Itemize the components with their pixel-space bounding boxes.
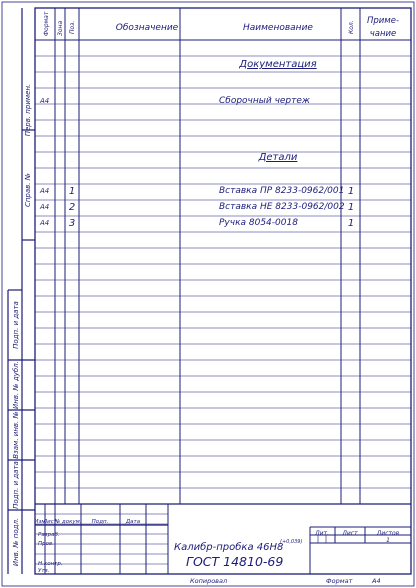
lit-label: Лит.: [315, 530, 329, 537]
row-format: А4: [40, 203, 50, 211]
format-label: Формат: [326, 577, 353, 585]
row-position: 2: [68, 202, 76, 213]
section-heading: Документация: [239, 59, 317, 70]
header-note-1: Приме-: [366, 16, 400, 26]
change-header: № докум.: [54, 519, 82, 525]
side-reference-no: Справ. №: [24, 172, 32, 208]
side-sign-date-1: Подп. и дата: [12, 301, 20, 349]
side-first-use: Перв. примен.: [24, 83, 32, 137]
side-duplicate-inv: Инв. № дубл.: [12, 361, 20, 409]
row-format: А4: [40, 187, 50, 195]
sheet-text: [12, 11, 400, 585]
standard-number: ГОСТ 14810-69: [186, 554, 284, 569]
side-original-inv: Инв. № подл.: [12, 517, 20, 567]
role-label: Н.контр.: [38, 561, 63, 567]
header-zone: Зона: [57, 20, 64, 36]
header-name: Наименование: [243, 23, 313, 33]
header-pos: Поз.: [69, 20, 76, 34]
section-heading: Детали: [258, 152, 298, 163]
copied-label: Копировал: [190, 577, 228, 585]
sheet-label: Лист: [342, 530, 358, 537]
header-designation: Обозначение: [115, 23, 179, 33]
change-header: Изм: [34, 519, 46, 525]
role-label: Утв.: [38, 568, 50, 574]
side-sign-date-2: Подп. и дата: [12, 461, 20, 509]
tolerance-upper: (+0,039): [280, 539, 303, 545]
row-position: 3: [68, 218, 76, 229]
outer-frame: [2, 2, 414, 586]
header-qty: Кол.: [348, 20, 355, 34]
sheets-value: 1: [386, 537, 390, 544]
format-value: А4: [372, 577, 381, 585]
row-name: Вставка НЕ 8233-0962/002: [219, 202, 345, 212]
sheets-label: Листов: [376, 530, 400, 537]
change-header: Лист: [43, 519, 57, 525]
row-format: А4: [40, 219, 50, 227]
change-header: Подп.: [91, 519, 109, 525]
inner-frame: [35, 8, 411, 574]
document-title: Калибр-пробка 46Н8: [174, 542, 284, 553]
change-header: Дата: [125, 519, 141, 525]
row-format: А4: [40, 97, 50, 105]
role-label: Разраб.: [38, 532, 60, 538]
row-name: Ручка 8054-0018: [219, 218, 298, 228]
header-note-2: чание: [369, 29, 397, 39]
row-name: Вставка ПР 8233-0962/001: [219, 186, 345, 196]
row-name: Сборочный чертеж: [219, 96, 311, 106]
frame-lines: [2, 2, 414, 586]
row-quantity: 1: [347, 186, 355, 197]
side-replace-inv: Взам. инв. №: [12, 411, 20, 459]
row-quantity: 1: [347, 202, 355, 213]
row-quantity: 1: [347, 218, 355, 229]
role-label: Пров.: [38, 541, 54, 547]
header-format: Формат: [43, 11, 50, 36]
row-position: 1: [68, 186, 76, 197]
